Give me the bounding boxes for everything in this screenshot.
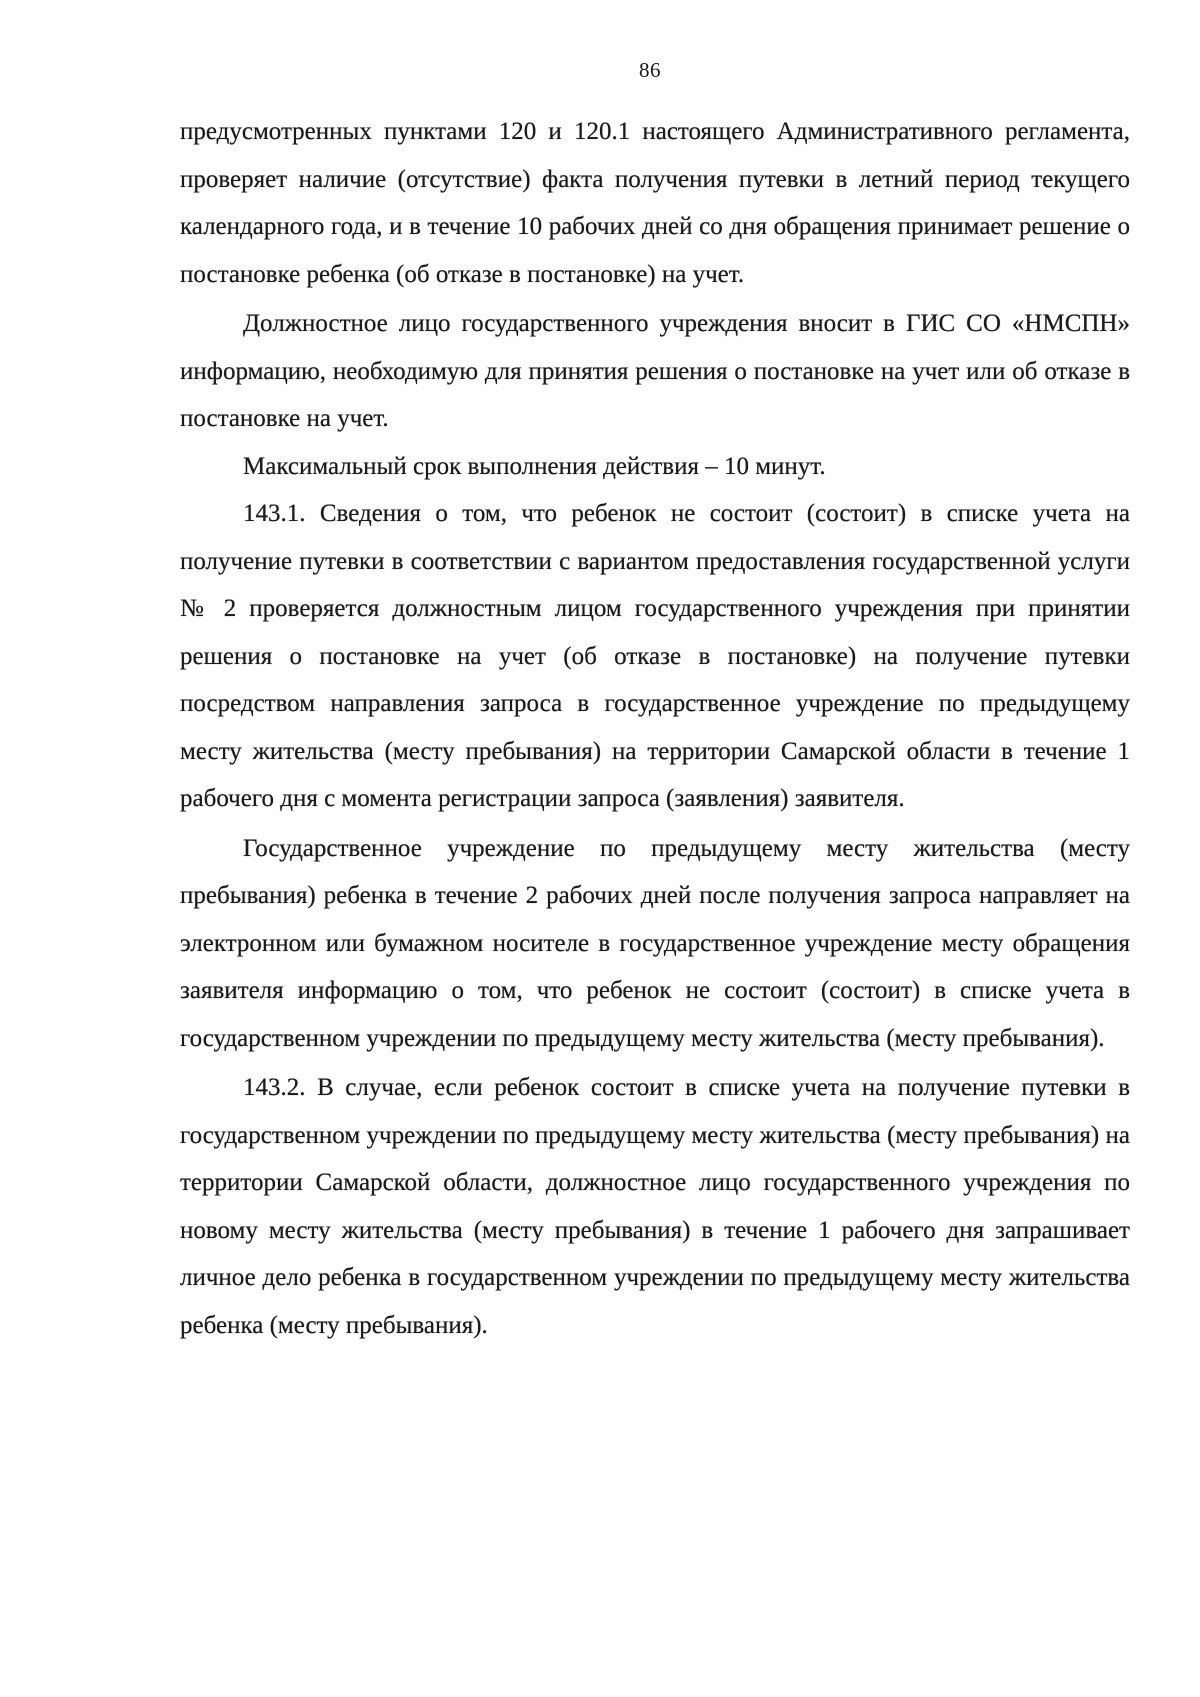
paragraph-max-duration: Максимальный срок выполнения действия – 10 минут.	[243, 452, 826, 480]
paragraph-continuation: предусмотренных пунктами 120 и 120.1 настоящего Административного регламента, проверяет наличие (отсутствие) факта получения путевки в летний период текущего календарного года, и в течение 10 рабочих дней со дня обращения принимает решение о постановке ребенка (об отказе в постановке) на учет.	[180, 118, 1130, 288]
page-number: 86	[639, 58, 661, 82]
paragraph-143-1: 143.1. Сведения о том, что ребенок не состоит (состоит) в списке учета на получение путевки в соответствии с вариантом предоставления государственной услуги № 2 проверяется должностным лицом государственного учреждения при принятии решения о постановке на учет (об отказе в постановке) на получение путевки посредством направления запроса в государственное учреждение по предыдущему месту жительства (месту пребывания) на территории Самарской области в течение 1 рабочего дня с момента регистрации запроса (заявления) заявителя.	[180, 500, 1130, 812]
paragraph-previous-institution: Государственное учреждение по предыдущему месту жительства (месту пребывания) ребенка в течение 2 рабочих дней после получения запроса направляет на электронном или бумажном носителе в государственное учреждение месту обращения заявителя информацию о том, что ребенок не состоит (состоит) в списке учета в государственном учреждении по предыдущему месту жительства (месту пребывания).	[180, 834, 1130, 1052]
paragraph-143-2: 143.2. В случае, если ребенок состоит в списке учета на получение путевки в государственном учреждении по предыдущему месту жительства (месту пребывания) на территории Самарской области, должностное лицо государственного учреждения по новому месту жительства (месту пребывания) в течение 1 рабочего дня запрашивает личное дело ребенка в государственном учреждении по предыдущему месту жительства ребенка (месту пребывания).	[180, 1074, 1130, 1339]
document-body	[180, 108, 1130, 1349]
paragraph-official-enters-info: Должностное лицо государственного учреждения вносит в ГИС СО «НМСПН» информацию, необходимую для принятия решения о постановке на учет или об отказе в постановке на учет.	[180, 310, 1130, 432]
